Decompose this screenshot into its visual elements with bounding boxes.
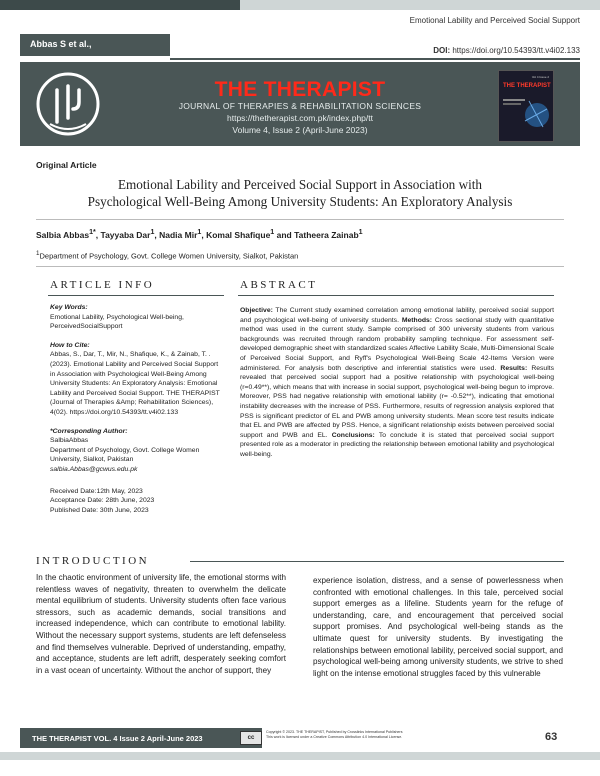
conclusions-text: To conclude it is stated that perceived social support presented role as a moderator in predicting the relationship between emotional lability and psychological well-being. <box>240 431 555 458</box>
author-name: Tayyaba Dar <box>100 229 151 240</box>
author-mark: 1 <box>150 228 155 236</box>
doi-label: DOI: <box>433 46 451 55</box>
author-name: Nadia Mir <box>159 229 198 240</box>
journal-subtitle: JOURNAL OF THERAPIES & REHABILITATION SCIENCES <box>178 101 422 111</box>
author-and: and <box>274 229 295 240</box>
keywords-label: Key Words: <box>50 304 88 311</box>
author-mark: 1 <box>270 228 275 236</box>
author-mark: 1* <box>89 228 96 236</box>
journal-volume: Volume 4, Issue 2 (April-June 2023) <box>232 125 368 135</box>
introduction-rule <box>190 561 564 562</box>
results-label: Results: <box>500 364 528 372</box>
journal-name: THE THERAPIST <box>214 78 386 101</box>
title-line-1: Emotional Lability and Perceived Social Support in Association with <box>117 177 483 192</box>
cover-title: THE THERAPIST <box>503 83 551 89</box>
author-tab: Abbas S et al., <box>20 34 170 56</box>
article-info-column <box>50 303 224 515</box>
corresponding-dept: Department of Psychology, Govt. College Women University, Sialkot, Pakistan <box>50 446 200 464</box>
journal-url[interactable]: https://thetherapist.com.pk/index.php/tt <box>227 113 373 123</box>
acceptance-date: Acceptance Date: 28th June, 2023 <box>50 497 155 505</box>
conclusions-label: Conclusions: <box>331 431 375 439</box>
footer-rule <box>0 752 600 760</box>
author-name: Salbia Abbas <box>36 229 90 240</box>
author-list <box>36 228 363 240</box>
results-text: Results revealed that perceived social support had a positive relationship with psychological well-being (r=0.49**), which means that with increase in social support, psychological well-being begun to improve. Moreover, PSS had negative relationship with emotional lability (r= -0.52**), indicating that emotional instability decreases with the increase of PSS. Furthermore, results of regression analysis explored that PSS is significant predictor of EL and PWB among university students. Mean score test results indicate that EL and PWB are affected by PSS. Hence, a significant relationship exists between perceived social support and PWB and EL. <box>240 364 554 439</box>
cite-label: How to Cite: <box>50 341 90 349</box>
methods-label: Methods: <box>401 316 433 324</box>
corresponding-name: SalbiaAbbas <box>50 437 89 445</box>
author-mark: 1 <box>358 228 363 236</box>
author-separator: , <box>154 229 160 240</box>
top-decor-bar <box>0 0 600 10</box>
abstract-heading: ABSTRACT <box>240 279 318 291</box>
abstract-rule <box>238 295 554 296</box>
cite-text: Abbas, S., Dar, T., Mir, N., Shafique, K., & Zainab, T. . (2023). Emotional Lability and Perceived Social Support in Association with Psychological Well-Being Among University Students: An Exploratory Analysis: Emotional Lability and Perceived Social Support. THE THERAPIST (Journal of Therapies &Amp; Rehabilitation Sciences), 4(02). https://doi.org/10.54393/tt.v4i02.133 <box>50 351 220 416</box>
article-info-heading: ARTICLE INFO <box>50 279 155 291</box>
cover-volume: Vol 4 Issue 2 <box>531 75 549 79</box>
title-line-2: Psychological Well-Being Among University Students: An Exploratory Analysis <box>87 194 513 209</box>
doi-link[interactable]: https://doi.org/10.54393/tt.v4i02.133 <box>452 46 580 55</box>
article-title <box>36 176 564 210</box>
doi-line <box>433 46 580 55</box>
introduction-heading: INTRODUCTION <box>36 555 150 567</box>
keywords-text: Emotional Lability, Psychological Well-being, PerceivedSocialSupport <box>50 313 184 331</box>
header-rule <box>170 58 580 60</box>
running-title: Emotional Lability and Perceived Social Support <box>409 16 580 25</box>
objective-label: Objective: <box>240 307 273 314</box>
methods-text: Cross sectional study with quantitative method was used in the current study. Sample comprised of 300 university students from various backgrounds was recruited through random probability sampling technique. For assessment self-developed demographic sheet with standardized scales Affective Lability Scale, Multi-Dimensional Scale of Perceived Social Support, and Ryff's Psychological Well-Being Scale 42-Items Version were administered. For analysis both descriptive and inferential statistics were used. <box>240 316 555 372</box>
published-date: Published Date: 30th June, 2023 <box>50 506 149 514</box>
corresponding-email[interactable]: salbia.Abbas@gcwus.edu.pk <box>50 465 138 473</box>
received-date: Received Date:12th May, 2023 <box>50 487 143 495</box>
abstract-text <box>240 306 554 460</box>
affiliation <box>36 250 298 261</box>
license-line-1: Copyright © 2023. THE THERAPIST, Published by Crosslinks International Publishers <box>266 730 403 734</box>
article-type: Original Article <box>36 160 97 170</box>
journal-cover-image <box>498 70 554 142</box>
intro-right-column: experience isolation, distress, and a sense of powerlessness when confronted with emotional challenges. In this tale, perceived social support emerges as a lifeline. Students yearn for the refuge of understanding, care, and encouragement that perceived social support promises. And psychological well-being stands as the ultimate quest for university students. By investigating the relationships between emotional lability, perceived social support, and psychological well-being among university students, we strive to shed light on the intense emotional struggles faced by this vulnerable <box>313 576 563 678</box>
objective-text: The Current study examined correlation among emotional lability, perceived social support and psychological well-being of university students. <box>240 307 554 324</box>
license-line-2[interactable]: This work is licensed under a Creative Commons Attribution 4.0 International License. <box>266 735 403 740</box>
author-separator: , <box>95 229 101 240</box>
author-mark: 1 <box>197 228 202 236</box>
affiliation-rule <box>36 266 564 267</box>
footer-journal-bar: THE THERAPIST VOL. 4 Issue 2 April-June 2023 <box>20 728 262 748</box>
top-bar-dark <box>0 0 240 10</box>
license-text <box>266 730 486 741</box>
affiliation-text: Department of Psychology, Govt. College Women University, Sialkot, Pakistan <box>39 251 299 261</box>
author-name: Komal Shafique <box>206 229 271 240</box>
page-number: 63 <box>545 731 558 743</box>
affiliation-mark: 1 <box>36 250 40 257</box>
cc-license-icon[interactable]: cc <box>240 731 262 745</box>
author-separator: , <box>201 229 207 240</box>
corresponding-label: *Corresponding Author: <box>50 427 128 435</box>
title-rule <box>36 219 564 220</box>
author-name: Tatheera Zainab <box>294 229 359 240</box>
intro-left-column: In the chaotic environment of university life, the emotional storms with relentless waves of negativity, threaten to overwhelm the delicate mental equilibrium of students. University students often face various stressors, such as academic demands, social transitions and increased independence, which can contribute to emotional lability. Without the necessary support systems, students are left defenseless and find themselves vulnerable. Deprived of understanding, empathy, and acceptance, students are left adrift, desperately seeking comfort in a vast ocean of uncertainty. Without the anchor of support, they <box>36 573 286 675</box>
article-info-rule <box>48 295 224 296</box>
